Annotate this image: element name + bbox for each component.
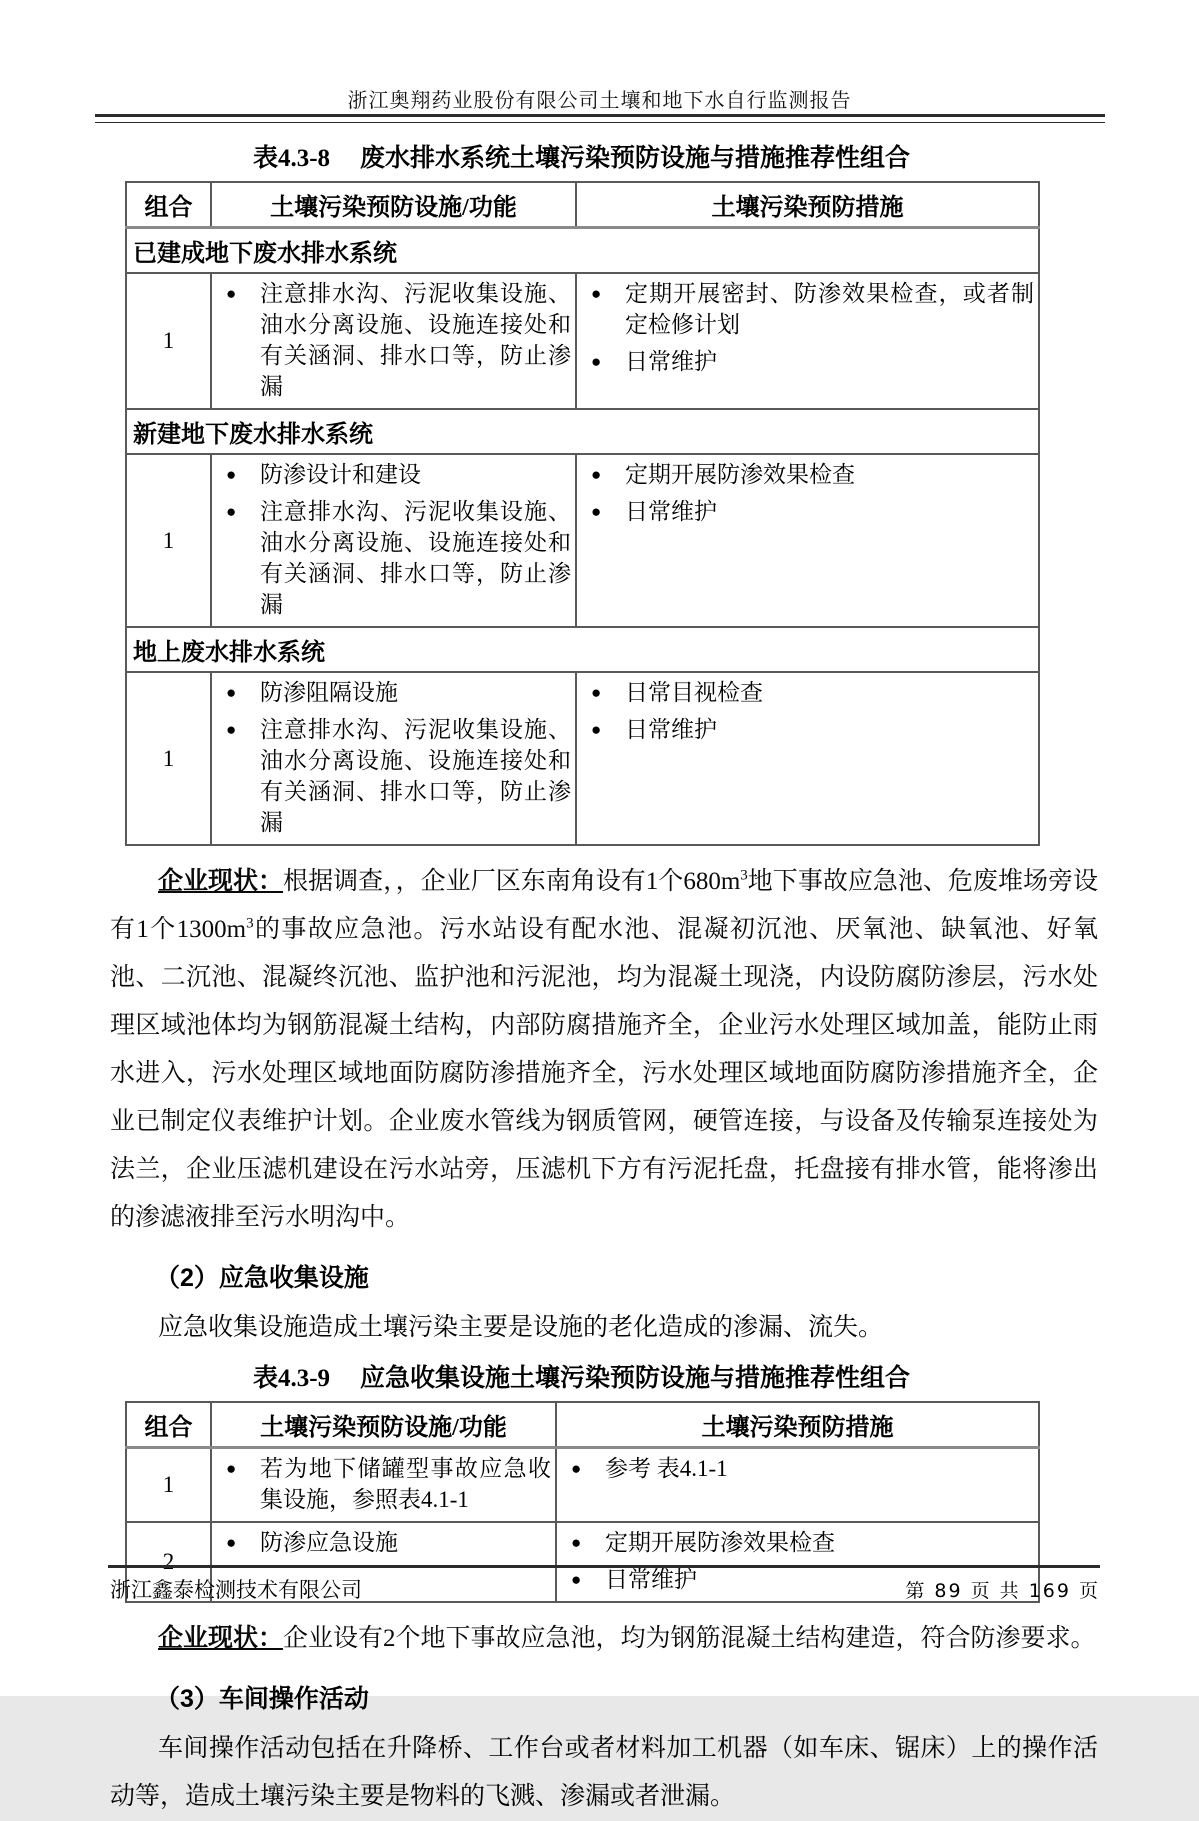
footer-rule [108,1565,1100,1568]
bullet-text: 定期开展密封、防渗效果检查，或者制定检修计划 [625,281,1034,337]
bullet-text: 日常维护 [605,1567,697,1592]
bullet-icon: ● [226,683,237,702]
bullet-item [577,346,1034,377]
status1-lead-label: 企业现状： [158,868,284,895]
bullet-text: 定期开展防渗效果检查 [625,462,855,487]
page-footer [110,1574,1100,1604]
bullet-icon: ● [591,502,602,521]
bullet-text: 定期开展防渗效果检查 [605,1530,835,1555]
measures-cell [556,1448,1039,1523]
bullet-text: 日常目视检查 [625,680,763,705]
bullet-icon: ● [571,1570,582,1589]
bullet-item [577,496,1034,527]
running-header-title: 浙江奥翔药业股份有限公司土壤和地下水自行监测报告 [347,90,852,112]
bullet-item [212,714,571,838]
measures-cell [576,454,1039,627]
bullet-text: 防渗设计和建设 [260,462,421,487]
status1-body-text [110,868,1098,1231]
table-section-row [126,228,1039,274]
bullet-text: 注意排水沟、污泥收集设施、油水分离设施、设施连接处和有关涵洞、排水口等，防止渗漏 [260,717,571,835]
header-rule [95,114,1105,123]
table2-title [125,1358,1038,1394]
combo-number-cell: 2 [126,1522,211,1602]
bullet-icon: ● [591,284,602,303]
bullet-icon: ● [591,465,602,484]
column-header: 组合 [126,1402,211,1448]
para-workshop-intro: 车间操作活动包括在升降桥、工作台或者材料加工机器（如车床、锯床）上的操作活动等，造成土壤污染主要是物料的飞溅、渗漏或者泄漏。 [110,1735,1098,1810]
table-section-header: 新建地下废水排水系统 [126,409,1039,454]
bullet-icon: ● [571,1533,582,1552]
column-header: 土壤污染预防设施/功能 [211,182,576,228]
bullet-icon: ● [571,1459,582,1478]
facilities-cell [211,273,576,409]
bullet-icon: ● [591,683,602,702]
table-header-row [126,182,1039,228]
bullet-text: 若为地下储罐型事故应急收集设施，参照表4.1-1 [260,1456,551,1512]
combo-number-cell: 1 [126,672,211,845]
measures-cell [576,273,1039,409]
table1-title-text: 废水排水系统土壤污染预防设施与措施推荐性组合 [360,145,911,172]
bullet-item [212,278,571,402]
table-section-header: 已建成地下废水排水系统 [126,228,1039,274]
para-enterprise-status-2 [110,1615,1098,1663]
table-section-row [126,409,1039,454]
bullet-icon: ● [226,1533,237,1552]
bullet-item [212,1453,551,1515]
para-emergency-intro: 应急收集设施造成土壤污染主要是设施的老化造成的渗漏、流失。 [158,1314,884,1341]
bullet-text: 参考 表4.1-1 [605,1456,728,1481]
table-row [126,1448,1039,1523]
bullet-text: 日常维护 [625,717,717,742]
bullet-item [212,677,571,708]
table1-title [125,138,1038,174]
table-section-row [126,627,1039,672]
bullet-text: 注意排水沟、污泥收集设施、油水分离设施、设施连接处和有关涵洞、排水口等，防止渗漏 [260,281,571,399]
text-run: 的事故应急池。污水站设有配水池、混凝初沉池、厌氧池、缺氧池、好氧池、二沉池、混凝终沉池、监护池和污泥池，均为混凝土现浇，内设防腐防渗层，污水处理区域池体均为钢筋混凝土结构，内部防腐措施齐全，企业污水处理区域加盖，能防止雨水进入，污水处理区域地面防腐防渗措施齐全，污水处理区域地面防腐防渗措施齐全，企业已制定仪表维护计划。企业废水管线为钢质管网，硬管连接，与设备及传输泵连接处为法兰，企业压滤机建设在污水站旁，压滤机下方有污泥托盘，托盘接有排水管，能将渗出的渗滤液排至污水明沟中。 [110,916,1098,1231]
bullet-icon: ● [226,465,237,484]
table-row [126,454,1039,627]
para-enterprise-status-1 [110,858,1098,1242]
bullet-icon: ● [226,502,237,521]
table2-title-label: 表4.3-9 [252,1365,331,1392]
column-header: 组合 [126,182,211,228]
facilities-cell [211,1448,556,1523]
bullet-item [557,1453,1034,1484]
table1-title-label: 表4.3-8 [252,145,331,172]
bullet-item [577,459,1034,490]
column-header: 土壤污染预防措施 [556,1402,1039,1448]
column-header: 土壤污染预防设施/功能 [211,1402,556,1448]
text-run: 根据调查，，企业厂区东南角设有1个680m [283,868,741,895]
bullet-icon: ● [591,720,602,739]
bullet-item [212,459,571,490]
table-row [126,273,1039,409]
bullet-item [557,1527,1034,1558]
bullet-text: 防渗阻隔设施 [260,680,398,705]
bullet-text: 日常维护 [625,499,717,524]
footer-company-name: 浙江鑫泰检测技术有限公司 [110,1578,362,1602]
status2-lead-label: 企业现状： [158,1625,284,1652]
combo-number-cell: 1 [126,273,211,409]
bullet-icon: ● [591,352,602,371]
bullet-icon: ● [226,1459,237,1478]
heading-workshop-operations: （3）车间操作活动 [155,1685,369,1713]
bullet-item [577,677,1034,708]
column-header: 土壤污染预防措施 [576,182,1039,228]
table2-title-text: 应急收集设施土壤污染预防设施与措施推荐性组合 [360,1365,911,1392]
measures-cell [576,672,1039,845]
bullet-text: 注意排水沟、污泥收集设施、油水分离设施、设施连接处和有关涵洞、排水口等，防止渗漏 [260,499,571,617]
bullet-icon: ● [226,720,237,739]
bullet-text: 防渗应急设施 [260,1530,398,1555]
table-header-row [126,1402,1039,1448]
facilities-cell [211,454,576,627]
table2-emergency-collection [125,1401,1040,1603]
footer-page-number: 第 89 页 共 169 页 [905,1580,1100,1602]
superscript: 3 [246,915,254,932]
bullet-text: 日常维护 [625,349,717,374]
bullet-item [577,714,1034,745]
bullet-icon: ● [226,284,237,303]
combo-number-cell: 1 [126,1448,211,1523]
superscript: 3 [740,867,748,884]
heading-emergency-collection: （2）应急收集设施 [155,1264,369,1292]
combo-number-cell: 1 [126,454,211,627]
bullet-item [212,1527,551,1558]
bullet-item [577,278,1034,340]
bullet-item [212,496,571,620]
status2-body-text: 企业设有2个地下事故应急池，均为钢筋混凝土结构建造，符合防渗要求。 [283,1625,1096,1652]
text-run: 地下事故应急池、危废堆场旁设有1个1300m [110,868,1098,943]
table-section-header: 地上废水排水系统 [126,627,1039,672]
table-row [126,672,1039,845]
table1-wastewater-drainage [125,181,1040,846]
facilities-cell [211,672,576,845]
